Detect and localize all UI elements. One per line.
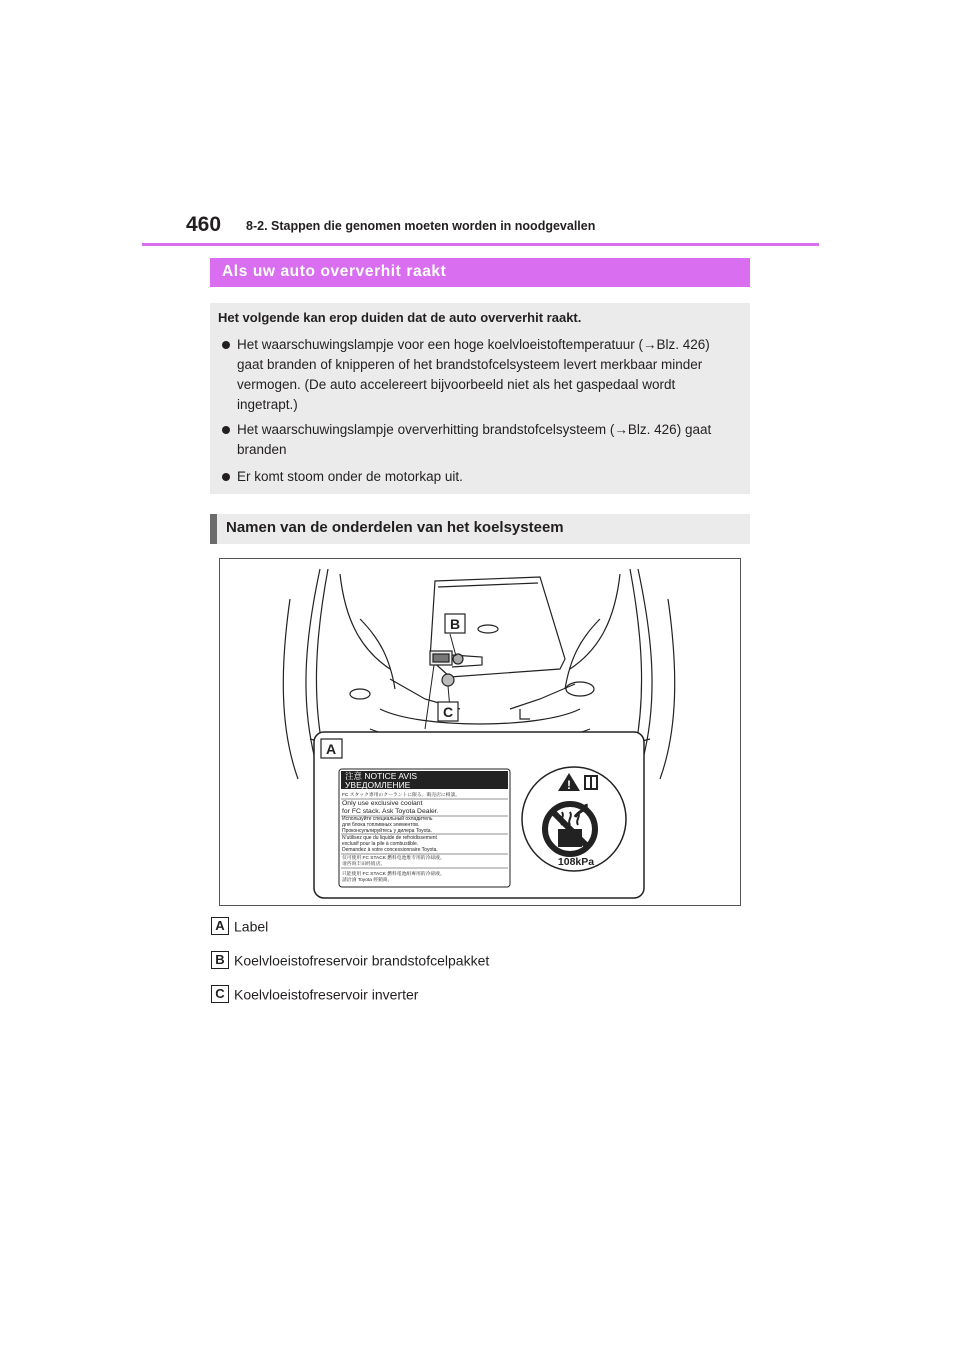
overheat-heading-banner <box>210 258 750 287</box>
engine-bay-illustration <box>220 559 740 905</box>
label-line: 仅可使用 FC STACK 燃料电池堆专用的冷却液。 <box>342 856 445 861</box>
svg-text:!: ! <box>567 778 571 792</box>
label-line: Only use exclusive coolant <box>342 800 423 807</box>
legend-text: Koelvloeistofreservoir inverter <box>234 986 419 1003</box>
bullet-text: Er komt stoom onder de motorkap uit. <box>237 469 463 484</box>
legend-letter: A <box>211 917 229 935</box>
label-line: УВЕДОМЛЕНИЕ <box>345 780 411 790</box>
manual-book-icon <box>584 775 598 790</box>
label-line: для блока топливных элементов. <box>342 822 420 828</box>
bullet-dot-icon <box>222 473 230 481</box>
label-line: 只能使用 FC STACK 燃料電池組專用的冷卻液。 <box>342 872 445 877</box>
bullet-text: Het waarschuwingslampje voor een hoge koelvloeistoftemperatuur (→Blz. 426) gaat branden of knipperen of het brandstofcelsysteem levert merkbaar minder vermogen. (De auto accelereert bijvoorbeeld niet als het gaspedaal wordt ingetrapt.) <box>237 337 710 412</box>
label-line: for FC stack. Ask Toyota Dealer. <box>342 808 439 815</box>
page-number: 460 <box>186 213 222 236</box>
label-line: Используйте специальный охладитель <box>342 816 433 822</box>
heading-accent-bar <box>210 514 217 544</box>
label-line: 請洽詢 Toyota 經銷商。 <box>342 878 393 883</box>
section-title: 8-2. Stappen die genomen moeten worden in noodgevallen <box>246 219 596 233</box>
bullet-item <box>222 335 722 415</box>
bullet-dot-icon <box>222 426 230 434</box>
bullet-item <box>222 420 722 460</box>
legend-text: Koelvloeistofreservoir brandstofcelpakket <box>234 952 490 969</box>
bullet-item <box>222 467 722 487</box>
callout-a-letter: A <box>325 741 337 757</box>
overheat-info-box <box>210 303 750 494</box>
legend-letter: C <box>211 985 229 1003</box>
legend-letter: B <box>211 951 229 969</box>
legend-item <box>211 917 268 935</box>
label-line: FC スタック専用のクーラントに限る。販売店に相談。 <box>342 793 461 798</box>
bullet-dot-icon <box>222 341 230 349</box>
legend-text: Label <box>234 918 269 935</box>
cooling-heading: Namen van de onderdelen van het koelsysteem <box>226 519 564 536</box>
no-open-hot-icon <box>545 804 595 854</box>
label-line: Проконсультируйтесь у дилера Toyota. <box>342 828 432 834</box>
callout-b-letter: B <box>449 616 461 632</box>
overheat-heading: Als uw auto oververhit raakt <box>222 263 447 280</box>
cooling-system-figure <box>219 558 741 906</box>
header-divider <box>142 243 819 246</box>
label-line: 请咨询丰田经销店。 <box>342 862 386 867</box>
callout-c-letter: C <box>442 704 454 720</box>
cooling-heading-banner <box>210 514 750 544</box>
label-line: exclusif pour la pile à combustible. <box>342 841 419 847</box>
legend-item <box>211 951 489 969</box>
label-line: N'utilisez que du liquide de refroidissement <box>342 835 437 841</box>
overheat-intro: Het volgende kan erop duiden dat de auto oververhit raakt. <box>218 310 582 325</box>
label-line: 注意 NOTICE AVIS <box>345 771 418 781</box>
pressure-value: 108kPa <box>557 856 595 868</box>
legend-item <box>211 985 418 1003</box>
bullet-text: Het waarschuwingslampje oververhitting brandstofcelsysteem (→Blz. 426) gaat branden <box>237 422 712 457</box>
label-line: Demandez à votre concessionnaire Toyota. <box>342 847 438 853</box>
